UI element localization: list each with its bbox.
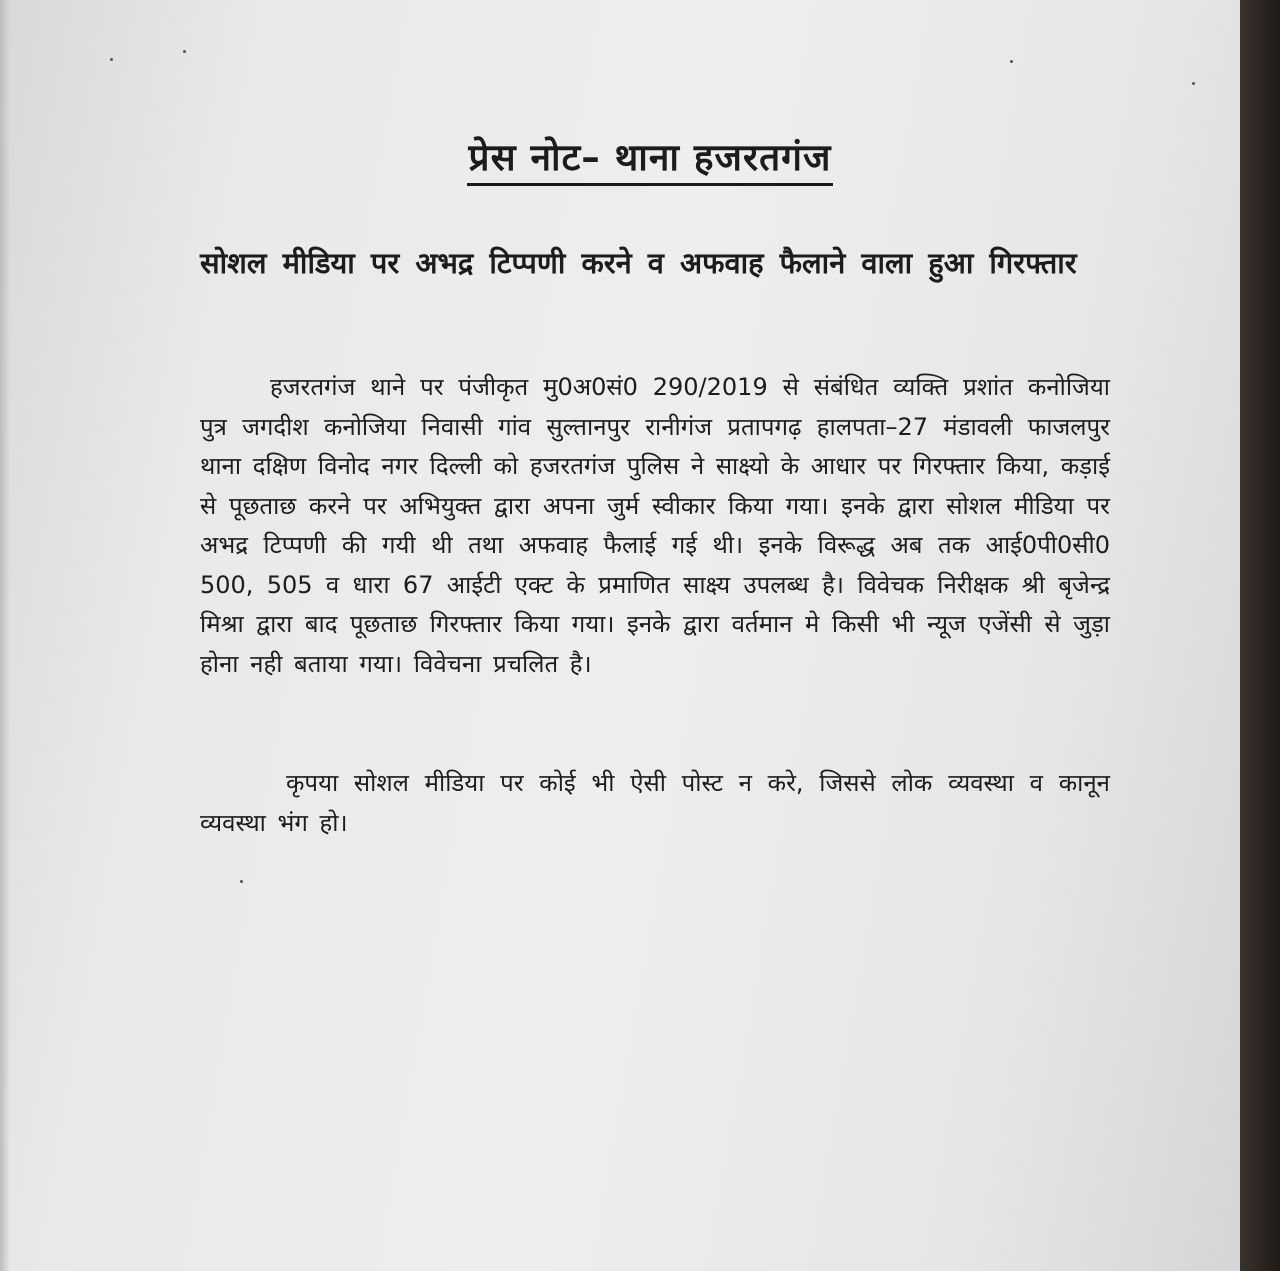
paper-speck [240, 880, 243, 883]
paragraph-appeal: कृपया सोशल मीडिया पर कोई भी ऐसी पोस्ट न करे, जिससे लोक व्यवस्था व कानून व्यवस्था भंग हो। [200, 769, 1110, 837]
paragraph-main: हजरतगंज थाने पर पंजीकृत मु0अ0सं0 290/2019 से संबंधित व्यक्ति प्रशांत कनोजिया पुत्र जगदीश कनोजिया निवासी गांव सुल्तानपुर रानीगंज प्रतापगढ़ हालपता–27 मंडावली फाजलपुर थाना दक्षिण विनोद नगर दिल्ली को हजरतगंज पुलिस ने साक्ष्यो के आधार पर गिरफ्तार किया, कड़ाई से पूछताछ करने पर अभियुक्त द्वारा अपना जुर्म स्वीकार किया गया। इनके द्वारा सोशल मीडिया पर अभद्र टिप्पणी की गयी थी तथा अफवाह फैलाई गई थी। इनके विरूद्ध अब तक आई0पी0सी0 500, 505 व धारा 67 आईटी एक्ट के प्रमाणित साक्ष्य उपलब्ध है। विवेचक निरीक्षक श्री बृजेन्द्र मिश्रा द्वारा बाद पूछताछ गिरफ्तार किया गया। इनके द्वारा वर्तमान मे किसी भी न्यूज एजेंसी से जुड़ा होना नही बताया गया। विवेचना प्रचलित है। [200, 373, 1110, 678]
paper-speck [110, 58, 113, 61]
paper-speck [183, 50, 186, 53]
title-block [0, 130, 1010, 186]
document-title: प्रेस नोट– थाना हजरतगंज [467, 130, 834, 186]
document-headline: सोशल मीडिया पर अभद्र टिप्पणी करने व अफवाह फैलाने वाला हुआ गिरफ्तार [200, 246, 1077, 280]
paper-speck [1192, 82, 1195, 85]
table-background [1240, 0, 1280, 1271]
paper-speck [1010, 60, 1013, 63]
paper-shadow-edge [0, 0, 10, 1271]
